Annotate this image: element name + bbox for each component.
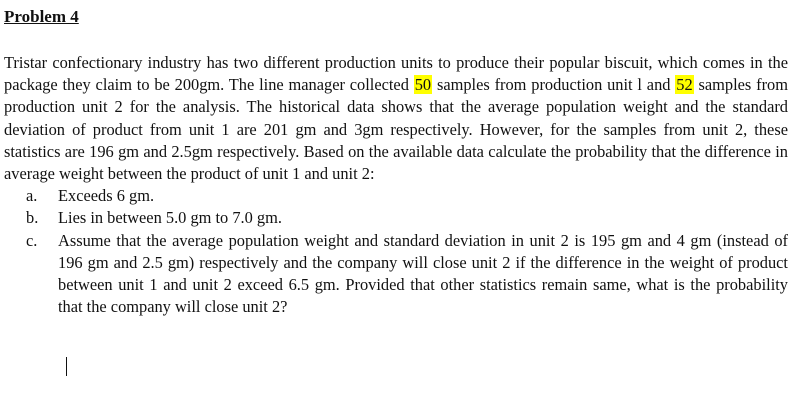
question-item-a bbox=[4, 185, 788, 207]
highlight-sample-count-2: 52 bbox=[676, 75, 693, 95]
item-marker: b. bbox=[26, 208, 39, 228]
item-marker: a. bbox=[26, 186, 38, 206]
text-cursor[interactable] bbox=[66, 357, 67, 376]
problem-document bbox=[4, 6, 788, 318]
item-text: Exceeds 6 gm. bbox=[58, 186, 155, 206]
question-item-c bbox=[4, 230, 788, 319]
question-list bbox=[4, 185, 788, 318]
item-text: Assume that the average population weight and standard deviation in unit 2 is 195 gm and 4 gm (instead of 196 gm and 2.5 gm) respectively and the company will close unit 2 if the difference in the weight of product between unit 1 and unit 2 exceed 6.5 gm. Provided that other statistics remain same, what is the probability that the company will close unit 2? bbox=[58, 230, 788, 317]
problem-paragraph bbox=[4, 52, 788, 185]
item-marker: c. bbox=[26, 230, 38, 250]
question-item-b bbox=[4, 207, 788, 229]
paragraph-text-3: samples from production unit 2 for the analysis. The historical data shows that the average population weight and the standard deviation of product from unit 1 are 201 gm and 3gm respectively. However, for the samples from unit 2, these statistics are 196 gm and 2.5gm respectively. Based on the available data calculate the probability that the difference in average weight between the product of unit 1 and unit 2: bbox=[4, 75, 788, 184]
paragraph-text-2: samples from production unit l and bbox=[432, 75, 676, 95]
problem-title: Problem 4 bbox=[4, 7, 79, 26]
item-text: Lies in between 5.0 gm to 7.0 gm. bbox=[58, 208, 282, 228]
highlight-sample-count-1: 50 bbox=[414, 75, 432, 95]
paragraph-text-1: Tristar confectionary industry has two different production units to produce their popular biscuit, which comes in the package they claim to be 200gm. The line manager collected bbox=[4, 53, 788, 95]
